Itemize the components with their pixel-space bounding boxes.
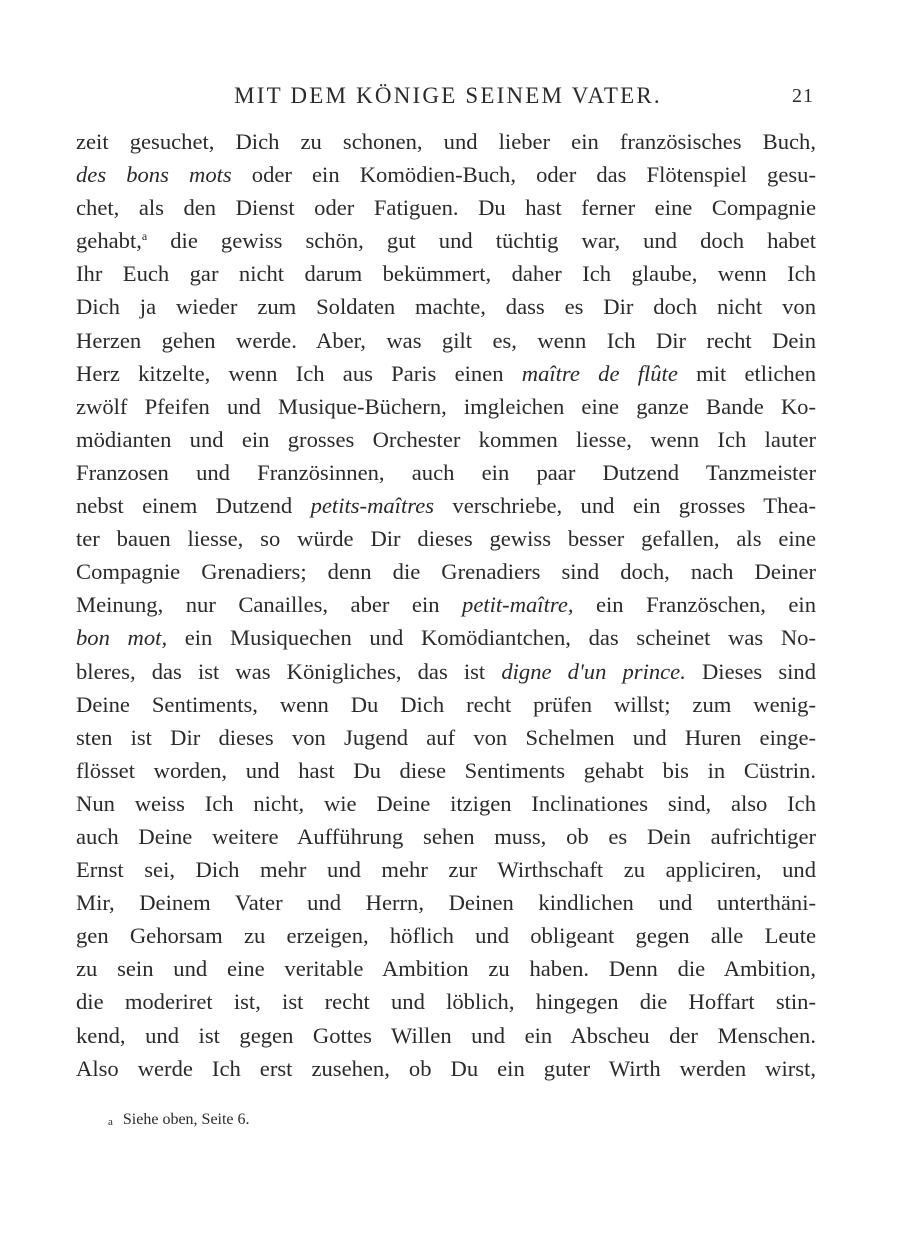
text-line [76,158,816,191]
italic-phrase: des bons mots [76,162,232,188]
text-line [76,621,816,654]
text-line [76,423,816,456]
text-segment: flösset worden, und hast Du diese Sentiments gehabt bis in Cüstrin. [76,757,816,783]
text-segment: gehabt, [76,228,142,254]
text-segment: auch Deine weitere Aufführung sehen muss, ob es Dein aufrichtiger [76,823,816,849]
text-segment: zu sein und eine veritable Ambition zu haben. Denn die Ambition, [76,956,816,982]
text-line [76,555,816,588]
text-line [76,357,816,390]
text-segment: ein Französchen, ein [573,592,816,618]
text-line [76,191,816,224]
text-segment: sten ist Dir dieses von Jugend auf von Schelmen und Huren einge- [76,724,816,750]
text-segment: oder ein Komödien-Buch, oder das Flötenspiel gesu- [231,162,816,188]
page-number: 21 [792,85,814,107]
text-segment: die gewiss schön, gut und tüchtig war, und doch habet [147,228,816,254]
text-segment: Meinung, nur Canailles, aber ein [76,592,463,618]
text-line [76,820,816,853]
text-segment: Deine Sentiments, wenn Du Dich recht prüfen willst; zum wenig- [76,691,816,717]
text-line [76,390,816,423]
text-segment: Herz kitzelte, wenn Ich aus Paris einen [76,360,522,386]
text-line [76,688,816,721]
text-segment: Compagnie Grenadiers; denn die Grenadiers sind doch, nach Deiner [76,559,816,585]
text-line [76,985,816,1018]
text-line [76,125,816,158]
text-segment: gen Gehorsam zu erzeigen, höflich und obligeant gegen alle Leute [76,923,816,949]
text-segment: Ihr Euch gar nicht darum bekümmert, daher Ich glaube, wenn Ich [76,261,816,287]
text-segment: kend, und ist gegen Gottes Willen und ein Abscheu der Menschen. [76,1022,816,1048]
italic-phrase: maître de flûte [521,360,678,386]
text-segment: Dieses sind [685,658,816,684]
text-segment: zwölf Pfeifen und Musique-Büchern, imgleichen eine ganze Bande Ko- [76,393,816,419]
text-line [76,489,816,522]
italic-phrase: petit-maître, [462,592,574,618]
text-segment: Mir, Deinem Vater und Herrn, Deinen kindlichen und unterthäni- [76,890,816,916]
text-line [76,522,816,555]
text-segment: Herzen gehen werde. Aber, was gilt es, wenn Ich Dir recht Dein [76,327,816,353]
text-segment: mit etlichen [677,360,816,386]
text-line [76,224,816,257]
text-line [76,721,816,754]
text-line [76,324,816,357]
text-segment: verschriebe, und ein grosses Thea- [434,493,816,519]
text-line [76,1052,816,1085]
text-segment: Nun weiss Ich nicht, wie Deine itzigen Inclinationes sind, also Ich [76,790,816,816]
text-line [76,456,816,489]
text-segment: die moderiret ist, ist recht und löblich, hingegen die Hoffart stin- [76,989,816,1015]
text-segment: chet, als den Dienst oder Fatiguen. Du hast ferner eine Compagnie [76,195,816,221]
running-head [76,80,820,112]
footnote-text: Siehe oben, Seite 6. [122,1111,250,1128]
text-segment: Dich ja wieder zum Soldaten machte, dass es Dir doch nicht von [76,294,816,320]
text-line [76,952,816,985]
text-segment: ter bauen liesse, so würde Dir dieses gewiss besser gefallen, als eine [76,526,816,552]
text-line [76,257,816,290]
footnote-reference: a [141,229,148,244]
text-segment: Ernst sei, Dich mehr und mehr zur Wirthschaft zu appliciren, und [76,857,816,883]
running-title: MIT DEM KÖNIGE SEINEM VATER. [234,83,662,108]
text-line [76,886,816,919]
text-line [76,588,816,621]
text-line [76,655,816,688]
text-segment: bleres, das ist was Königliches, das ist [76,658,502,684]
text-line [76,1019,816,1052]
italic-phrase: digne d'un prince. [501,658,686,684]
italic-phrase: petits-maîtres [310,493,435,519]
italic-phrase: bon mot, [76,625,168,651]
footnote-mark: a [108,1116,113,1128]
text-segment: mödianten und ein grosses Orchester kommen liesse, wenn Ich lauter [76,426,816,452]
text-segment: Franzosen und Französinnen, auch ein paar Dutzend Tanzmeister [76,459,816,485]
footnote [108,1108,250,1132]
text-segment: Also werde Ich erst zusehen, ob Du ein guter Wirth werden wirst, [76,1055,816,1081]
body-text [76,125,816,1085]
text-segment: zeit gesuchet, Dich zu schonen, und lieber ein französisches Buch, [76,129,816,154]
text-line [76,853,816,886]
text-line [76,754,816,787]
text-line [76,919,816,952]
text-line [76,787,816,820]
text-line [76,290,816,323]
text-segment: ein Musiquechen und Komödiantchen, das scheinet was No- [167,625,816,651]
text-segment: nebst einem Dutzend [76,493,311,519]
